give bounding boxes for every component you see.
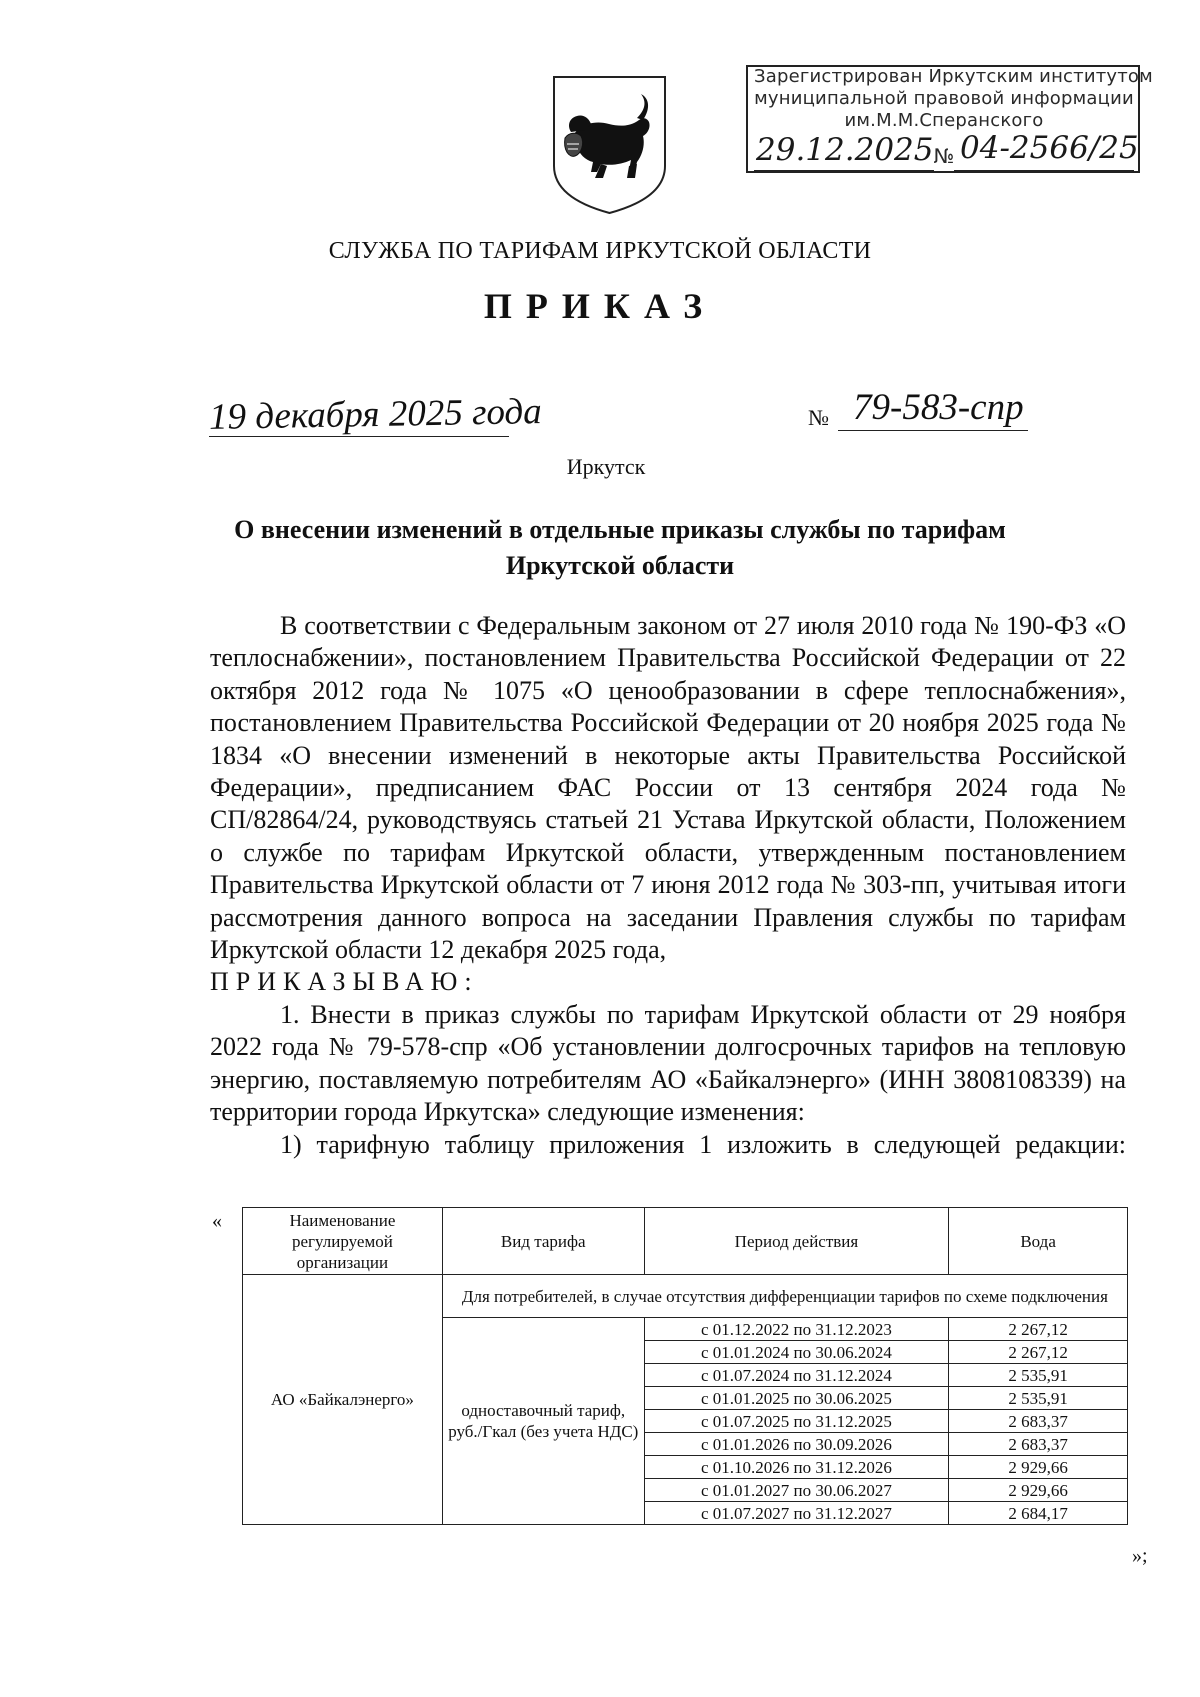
table-subheader-row bbox=[243, 1275, 1128, 1318]
stamp-line-2: муниципальной правовой информации bbox=[754, 88, 1134, 109]
item-1-paragraph: 1. Внести в приказ службы по тарифам Иркутской области от 29 ноября 2022 года № 79-578-спр «Об установлении долгосрочных тарифов на тепловую энергию, поставляемую потребителям АО «Байкалэнерго» (ИНН 3808108339) на территории города Иркутска» следующие изменения: bbox=[210, 999, 1126, 1127]
stamp-number-rule bbox=[954, 170, 1134, 171]
subheader-cell: Для потребителей, в случае отсутствия дифференциации тарифов по схеме подключения bbox=[442, 1275, 1127, 1318]
value-cell: 2 535,91 bbox=[949, 1387, 1128, 1410]
col-header-period: Период действия bbox=[644, 1208, 949, 1275]
tariff-type-cell: одноставочный тариф, руб./Гкал (без учета НДС) bbox=[442, 1318, 644, 1525]
preamble-paragraph: В соответствии с Федеральным законом от 27 июля 2010 года № 190-ФЗ «О теплоснабжении», постановлением Правительства Российской Федерации от 22 октября 2012 года № 1075 «О ценообразовании в сфере теплоснабжения», постановлением Правительства Российской Федерации от 20 ноября 2025 года № 1834 «О внесении изменений в некоторые акты Правительства Российской Федерации», предписанием ФАС России от 13 сентября 2024 года № СП/82864/24, руководствуясь статьей 21 Устава Иркутской области, Положением о службе по тарифам Иркутской области, утвержденным постановлением Правительства Иркутской области от 7 июня 2012 года № 303-пп, учитывая итоги рассмотрения данного вопроса на заседании Правления службы по тарифам Иркутской области 12 декабря 2025 года, bbox=[210, 611, 1126, 965]
value-cell: 2 267,12 bbox=[949, 1318, 1128, 1341]
value-cell: 2 683,37 bbox=[949, 1433, 1128, 1456]
table-header-row bbox=[243, 1208, 1128, 1275]
stamp-date-rule bbox=[754, 170, 934, 171]
handwritten-date: 19 декабря 2025 года bbox=[208, 391, 543, 438]
order-subject bbox=[200, 512, 1040, 584]
col-header-organization: Наименование регулируемой организации bbox=[243, 1208, 443, 1275]
irkutsk-coat-of-arms-icon bbox=[551, 74, 668, 216]
value-cell: 2 683,37 bbox=[949, 1410, 1128, 1433]
number-sign: № bbox=[808, 405, 829, 430]
table-close-quote: »; bbox=[1132, 1545, 1148, 1567]
subject-line-2: Иркутской области bbox=[505, 551, 735, 580]
period-cell: с 01.01.2026 по 30.09.2026 bbox=[644, 1433, 949, 1456]
period-cell: с 01.07.2027 по 31.12.2027 bbox=[644, 1502, 949, 1525]
value-cell: 2 267,12 bbox=[949, 1341, 1128, 1364]
organization-cell: АО «Байкалэнерго» bbox=[243, 1275, 443, 1525]
stamp-reg-date: 29.12.2025 bbox=[756, 132, 934, 168]
period-cell: с 01.01.2024 по 30.06.2024 bbox=[644, 1341, 949, 1364]
value-cell: 2 929,66 bbox=[949, 1479, 1128, 1502]
issuing-authority: СЛУЖБА ПО ТАРИФАМ ИРКУТСКОЙ ОБЛАСТИ bbox=[328, 238, 872, 264]
stamp-reg-number: 04-2566/25 bbox=[960, 130, 1139, 166]
value-cell: 2 535,91 bbox=[949, 1364, 1128, 1387]
period-cell: с 01.01.2027 по 30.06.2027 bbox=[644, 1479, 949, 1502]
city: Иркутск bbox=[566, 454, 646, 479]
table-open-quote: « bbox=[212, 1210, 222, 1232]
period-cell: с 01.12.2022 по 31.12.2023 bbox=[644, 1318, 949, 1341]
stamp-no-label: № bbox=[933, 144, 955, 168]
tariff-table bbox=[242, 1207, 1128, 1525]
value-cell: 2 684,17 bbox=[949, 1502, 1128, 1525]
period-cell: с 01.10.2026 по 31.12.2026 bbox=[644, 1456, 949, 1479]
prikazyvayu-heading: ПРИКАЗЫВАЮ: bbox=[210, 967, 479, 997]
handwritten-order-number: 79-583-спр bbox=[853, 387, 1024, 428]
document-type-title: ПРИКАЗ bbox=[483, 286, 717, 326]
period-cell: с 01.07.2024 по 31.12.2024 bbox=[644, 1364, 949, 1387]
subject-line-1: О внесении изменений в отдельные приказы службы по тарифам bbox=[234, 515, 1006, 544]
period-cell: с 01.07.2025 по 31.12.2025 bbox=[644, 1410, 949, 1433]
col-header-water: Вода bbox=[949, 1208, 1128, 1275]
stamp-line-1: Зарегистрирован Иркутским институтом bbox=[754, 66, 1153, 87]
item-1-1-paragraph: 1) тарифную таблицу приложения 1 изложить в следующей редакции: bbox=[280, 1129, 1126, 1159]
number-underline bbox=[838, 430, 1028, 431]
stamp-line-3: им.М.М.Сперанского bbox=[844, 110, 1044, 131]
order-body bbox=[210, 610, 1126, 1161]
period-cell: с 01.01.2025 по 30.06.2025 bbox=[644, 1387, 949, 1410]
value-cell: 2 929,66 bbox=[949, 1456, 1128, 1479]
date-underline bbox=[209, 436, 509, 437]
registration-stamp bbox=[740, 60, 1152, 182]
col-header-tariff-type: Вид тарифа bbox=[442, 1208, 644, 1275]
